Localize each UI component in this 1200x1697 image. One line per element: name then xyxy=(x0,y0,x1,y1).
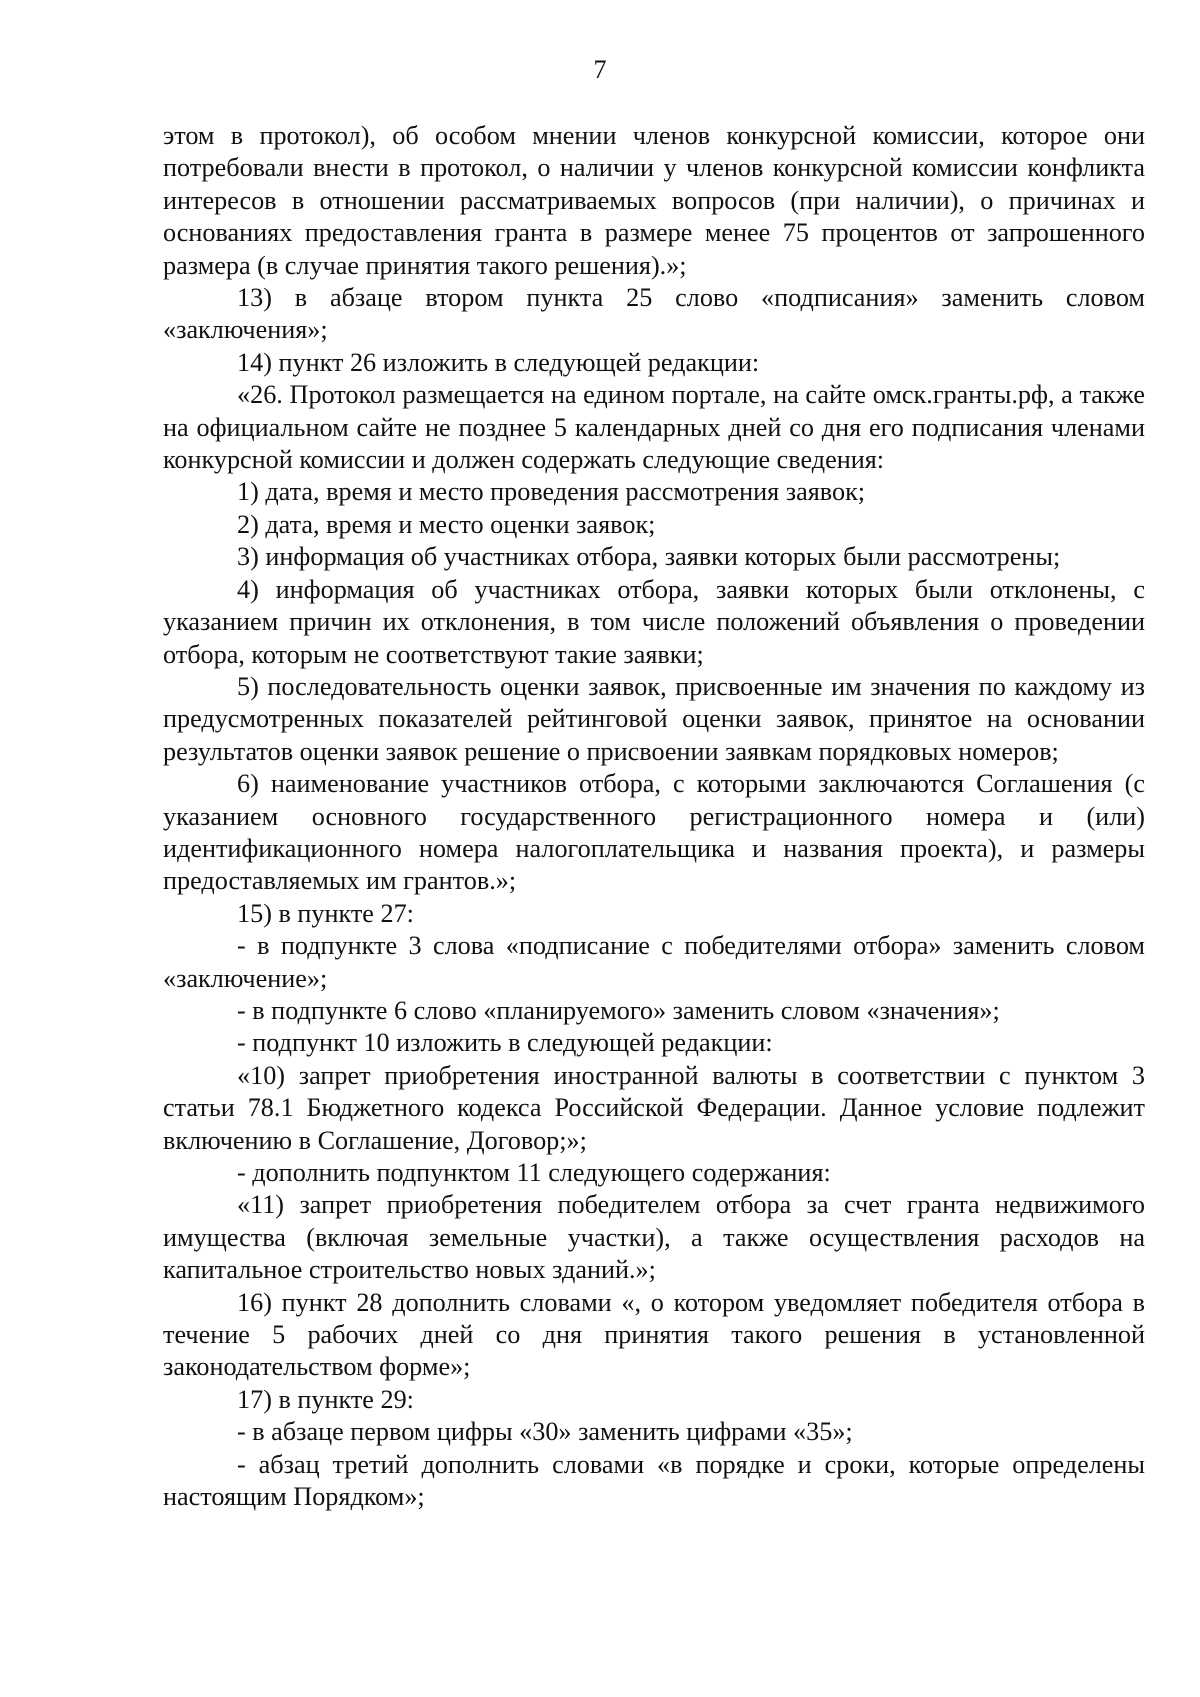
paragraph-clause-26-sub-4: 4) информация об участниках отбора, заявки которых были отклонены, с указанием причин их отклонения, в том числе положений объявления о проведении отбора, которым не соответствуют такие заявки; xyxy=(163,574,1145,669)
document-body xyxy=(163,120,1145,1513)
paragraph-clause-26-sub-2: 2) дата, время и место оценки заявок; xyxy=(237,509,656,539)
paragraph-item-14: 14) пункт 26 изложить в следующей редакции: xyxy=(237,347,760,377)
paragraph-item-15-dash-1: - в подпункте 3 слова «подписание с победителями отбора» заменить словом «заключение»; xyxy=(163,931,1145,993)
paragraph-item-15: 15) в пункте 27: xyxy=(237,898,414,928)
paragraph-item-17-dash-2: - абзац третий дополнить словами «в порядке и сроки, которые определены настоящим Порядком»; xyxy=(163,1449,1145,1512)
paragraph-clause-26-sub-3: 3) информация об участниках отбора, заявки которых были рассмотрены; xyxy=(237,542,1061,572)
paragraph-subclause-10: «10) запрет приобретения иностранной валюты в соответствии с пунктом 3 статьи 78.1 Бюджетного кодекса Российской Федерации. Данное условие подлежит включению в Соглашение, Договор;»; xyxy=(163,1060,1145,1155)
paragraph-item-15-dash-4: - дополнить подпунктом 11 следующего содержания: xyxy=(237,1158,831,1187)
paragraph-item-15-dash-2: - в подпункте 6 слово «планируемого» заменить словом «значения»; xyxy=(237,995,1000,1025)
paragraph-protocol-continuation: этом в протокол), об особом мнении членов конкурсной комиссии, которое они потребовали внести в протокол, о наличии у членов конкурсной комиссии конфликта интересов в отношении рассматриваемых вопросов (при наличии), о причинах и основаниях предоставления гранта в размере менее 75 процентов от запрошенного размера (в случае принятия такого решения).»; xyxy=(163,121,1145,280)
paragraph-clause-26-sub-6: 6) наименование участников отбора, с которыми заключаются Соглашения (с указанием основного государственного регистрационного номера и (или) идентификационного номера налогоплательщика и названия проекта), и размеры предоставляемых им грантов.»; xyxy=(163,769,1145,896)
paragraph-clause-26-sub-5: 5) последовательность оценки заявок, присвоенные им значения по каждому из предусмотренных показателей рейтинговой оценки заявок, принятое на основании результатов оценки заявок решение о присвоении заявкам порядковых номеров; xyxy=(163,671,1145,766)
paragraph-item-17: 17) в пункте 29: xyxy=(237,1384,414,1414)
paragraph-clause-26: «26. Протокол размещается на едином портале, на сайте омск.гранты.рф, а также на официальном сайте не позднее 5 календарных дней со дня его подписания членами конкурсной комиссии и должен содержать следующие сведения: xyxy=(163,380,1145,475)
paragraph-item-16: 16) пункт 28 дополнить словами «, о котором уведомляет победителя отбора в течение 5 рабочих дней со дня принятия такого решения в установленной законодательством форме»; xyxy=(163,1287,1145,1382)
page-number: 7 xyxy=(593,55,607,84)
paragraph-subclause-11: «11) запрет приобретения победителем отбора за счет гранта недвижимого имущества (включая земельные участки), а также осуществления расходов на капитальное строительство новых зданий.»; xyxy=(163,1190,1145,1285)
paragraph-item-13: 13) в абзаце втором пункта 25 слово «подписания» заменить словом «заключения»; xyxy=(163,283,1145,345)
paragraph-item-15-dash-3: - подпункт 10 изложить в следующей редакции: xyxy=(237,1028,773,1058)
paragraph-clause-26-sub-1: 1) дата, время и место проведения рассмотрения заявок; xyxy=(237,477,866,507)
paragraph-item-17-dash-1: - в абзаце первом цифры «30» заменить цифрами «35»; xyxy=(237,1417,853,1447)
